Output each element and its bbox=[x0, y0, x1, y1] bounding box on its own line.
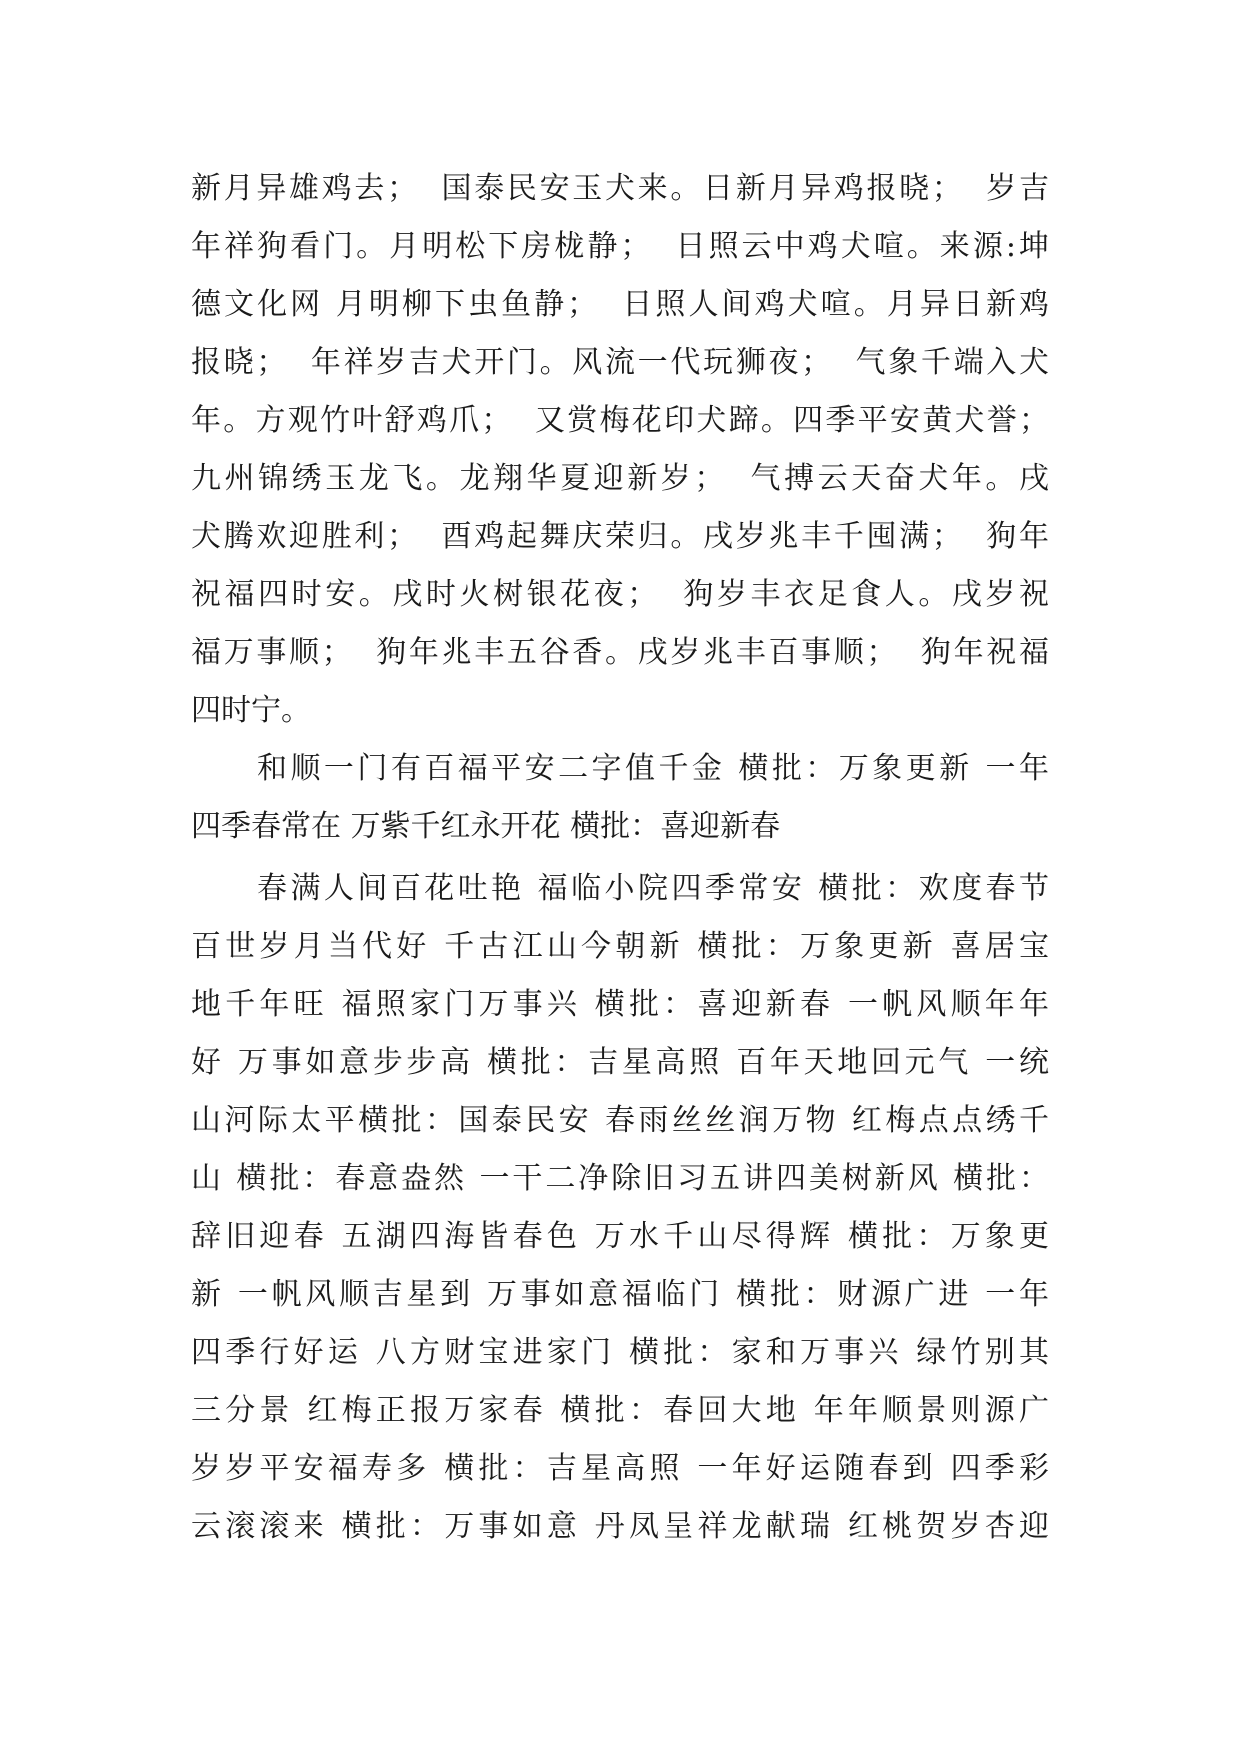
text-line: 年。方观竹叶舒鸡爪； 又赏梅花印犬蹄。四季平安黄犬誉； bbox=[191, 403, 1049, 438]
text-line: 云滚滚来 横批：万事如意 丹凤呈祥龙献瑞 红桃贺岁杏迎 bbox=[191, 1509, 1049, 1544]
text-line: 新 一帆风顺吉星到 万事如意福临门 横批：财源广进 一年 bbox=[191, 1277, 1049, 1312]
text-line: 年祥狗看门。月明松下房栊静； 日照云中鸡犬喧。来源:坤 bbox=[191, 229, 1049, 264]
text-line: 岁岁平安福寿多 横批：吉星高照 一年好运随春到 四季彩 bbox=[191, 1451, 1049, 1486]
text-line: 犬腾欢迎胜利； 酉鸡起舞庆荣归。戌岁兆丰千囤满； 狗年 bbox=[191, 519, 1049, 554]
text-line: 四季春常在 万紫千红永开花 横批：喜迎新春 bbox=[191, 809, 781, 844]
text-line: 报晓； 年祥岁吉犬开门。风流一代玩狮夜； 气象千端入犬 bbox=[191, 345, 1049, 380]
text-line: 德文化网 月明柳下虫鱼静； 日照人间鸡犬喧。月异日新鸡 bbox=[191, 287, 1049, 322]
text-line: 四时宁。 bbox=[191, 693, 311, 728]
text-line: 山河际太平横批：国泰民安 春雨丝丝润万物 红梅点点绣千 bbox=[191, 1103, 1049, 1138]
text-line: 地千年旺 福照家门万事兴 横批：喜迎新春 一帆风顺年年 bbox=[191, 987, 1049, 1022]
text-line: 九州锦绣玉龙飞。龙翔华夏迎新岁； 气搏云天奋犬年。戌 bbox=[191, 461, 1049, 496]
text-line: 和顺一门有百福平安二字值千金 横批：万象更新 一年 bbox=[257, 751, 1049, 786]
text-line: 百世岁月当代好 千古江山今朝新 横批：万象更新 喜居宝 bbox=[191, 929, 1049, 964]
text-line: 福万事顺； 狗年兆丰五谷香。戌岁兆丰百事顺； 狗年祝福 bbox=[191, 635, 1049, 670]
text-line: 三分景 红梅正报万家春 横批：春回大地 年年顺景则源广 bbox=[191, 1393, 1049, 1428]
text-line: 山 横批：春意盎然 一干二净除旧习五讲四美树新风 横批： bbox=[191, 1161, 1049, 1196]
text-line: 好 万事如意步步高 横批：吉星高照 百年天地回元气 一统 bbox=[191, 1045, 1049, 1080]
text-line: 祝福四时安。戌时火树银花夜； 狗岁丰衣足食人。戌岁祝 bbox=[191, 577, 1049, 612]
text-line: 新月异雄鸡去； 国泰民安玉犬来。日新月异鸡报晓； 岁吉 bbox=[191, 171, 1049, 206]
text-line: 春满人间百花吐艳 福临小院四季常安 横批：欢度春节 bbox=[257, 871, 1049, 906]
text-line: 辞旧迎春 五湖四海皆春色 万水千山尽得辉 横批：万象更 bbox=[191, 1219, 1049, 1254]
text-line: 四季行好运 八方财宝进家门 横批：家和万事兴 绿竹别其 bbox=[191, 1335, 1049, 1370]
